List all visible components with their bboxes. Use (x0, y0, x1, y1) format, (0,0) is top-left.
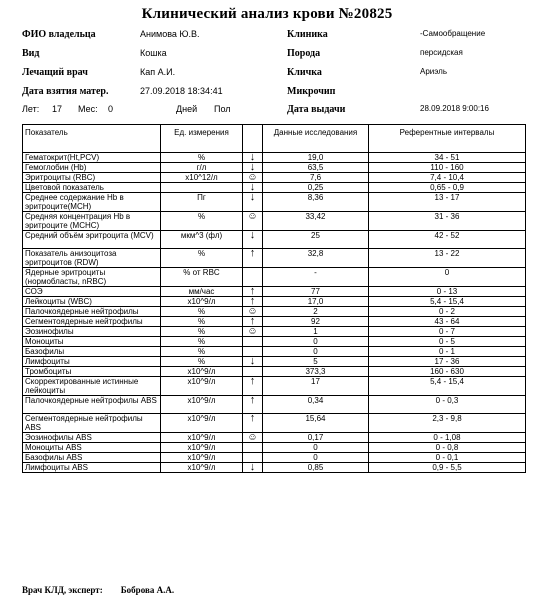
indicator-name: Лейкоциты (WBC) (23, 297, 161, 307)
unit-cell: % (161, 153, 243, 163)
table-row (23, 287, 526, 297)
indicator-name: Эозинофилы (23, 327, 161, 337)
table-row (23, 396, 526, 414)
table-row (23, 297, 526, 307)
flag-icon: ↑ (243, 249, 263, 268)
issue-date-value: 28.09.2018 9:00:16 (420, 104, 489, 113)
flag-icon: ↓ (243, 183, 263, 193)
breed-value: персидская (420, 48, 463, 57)
column-header-indicator: Показатель (23, 125, 161, 153)
table-row (23, 453, 526, 463)
result-value: 8,36 (263, 193, 369, 212)
result-value: 32,8 (263, 249, 369, 268)
reference-range: 0 - 1 (369, 347, 526, 357)
indicator-name: Моноциты (23, 337, 161, 347)
table-row (23, 347, 526, 357)
flag-icon: ↓ (243, 153, 263, 163)
result-value: 92 (263, 317, 369, 327)
owner-label: ФИО владельца (22, 29, 96, 40)
unit-cell: x10^9/л (161, 453, 243, 463)
flag-icon (243, 268, 263, 287)
flag-icon: ↓ (243, 357, 263, 367)
flag-icon: ↑ (243, 317, 263, 327)
reference-range: 0 - 13 (369, 287, 526, 297)
reference-range: 2,3 - 9,8 (369, 414, 526, 433)
reference-range: 0 - 0,1 (369, 453, 526, 463)
indicator-name: Скорректированные истинные лейкоциты (23, 377, 161, 396)
column-header-reference: Референтные интервалы (369, 125, 526, 153)
unit-cell: % от RBC (161, 268, 243, 287)
flag-icon: ↑ (243, 414, 263, 433)
table-row (23, 249, 526, 268)
unit-cell: x10^9/л (161, 396, 243, 414)
column-header-value: Данные исследования (263, 125, 369, 153)
age-months-label: Мес: (78, 104, 98, 114)
unit-cell: x10^9/л (161, 367, 243, 377)
result-value: 0 (263, 337, 369, 347)
signer-label: Врач КЛД, эксперт: (22, 585, 103, 595)
unit-cell: % (161, 327, 243, 337)
flag-icon: ☺ (243, 327, 263, 337)
table-row (23, 173, 526, 183)
result-value: 0,34 (263, 396, 369, 414)
indicator-name: Эозинофилы ABS (23, 433, 161, 443)
indicator-name: Лимфоциты ABS (23, 463, 161, 473)
flag-icon: ↑ (243, 297, 263, 307)
result-value: 0 (263, 347, 369, 357)
table-row (23, 183, 526, 193)
nickname-label: Кличка (287, 67, 322, 78)
species-value: Кошка (140, 48, 167, 58)
indicator-name: СОЭ (23, 287, 161, 297)
unit-cell: x10^9/л (161, 377, 243, 396)
reference-range: 0 - 5 (369, 337, 526, 347)
indicator-name: Средний объём эритроцита (MCV) (23, 231, 161, 249)
indicator-name: Средняя концентрация Hb в эритроците (MCHC) (23, 212, 161, 231)
flag-icon (243, 443, 263, 453)
column-header-flag (243, 125, 263, 153)
result-value: 1 (263, 327, 369, 337)
reference-range: 43 - 64 (369, 317, 526, 327)
table-row (23, 317, 526, 327)
table-row (23, 357, 526, 367)
unit-cell: x10^9/л (161, 433, 243, 443)
unit-cell: % (161, 337, 243, 347)
age-years-value: 17 (52, 104, 63, 114)
indicator-name: Гематокрит(Ht,PCV) (23, 153, 161, 163)
unit-cell: % (161, 249, 243, 268)
indicator-name: Цветовой показатель (23, 183, 161, 193)
table-row (23, 337, 526, 347)
result-value: 0,17 (263, 433, 369, 443)
indicator-name: Базофилы ABS (23, 453, 161, 463)
sample-date-label: Дата взятия матер. (22, 86, 109, 97)
indicator-name: Палочкоядерные нейтрофилы ABS (23, 396, 161, 414)
table-row (23, 443, 526, 453)
unit-cell: x10^9/л (161, 414, 243, 433)
result-value: 0 (263, 443, 369, 453)
indicator-name: Показатель анизоцитоза эритроцитов (RDW) (23, 249, 161, 268)
reference-range: 34 - 51 (369, 153, 526, 163)
result-value: 0,85 (263, 463, 369, 473)
reference-range: 7,4 - 10,4 (369, 173, 526, 183)
flag-icon: ☺ (243, 212, 263, 231)
doctor-label: Лечащий врач (22, 67, 88, 78)
result-value: 2 (263, 307, 369, 317)
flag-icon: ☺ (243, 173, 263, 183)
table-row (23, 327, 526, 337)
doctor-value: Кап А.И. (140, 67, 176, 77)
table-row (23, 193, 526, 212)
reference-range: 0 - 7 (369, 327, 526, 337)
unit-cell: x10^9/л (161, 297, 243, 307)
sample-date-value: 27.09.2018 18:34:41 (140, 86, 223, 96)
breed-label: Порода (287, 48, 321, 59)
result-value: 19,0 (263, 153, 369, 163)
reference-range: 13 - 22 (369, 249, 526, 268)
indicator-name: Ядерные эритроциты (нормобласты, nRBC) (23, 268, 161, 287)
table-row (23, 212, 526, 231)
reference-range: 160 - 630 (369, 367, 526, 377)
result-value: 0 (263, 453, 369, 463)
signature-block (22, 585, 192, 595)
days-label: Дней (176, 104, 198, 114)
indicator-name: Моноциты ABS (23, 443, 161, 453)
report-title: Клинический анализ крови №20825 (141, 6, 393, 22)
reference-range: 0 (369, 268, 526, 287)
unit-cell: % (161, 307, 243, 317)
result-value: 373,3 (263, 367, 369, 377)
unit-cell: x10^12/л (161, 173, 243, 183)
nickname-value: Ариэль (420, 67, 447, 76)
reference-range: 31 - 36 (369, 212, 526, 231)
flag-icon: ↑ (243, 377, 263, 396)
reference-range: 0 - 2 (369, 307, 526, 317)
table-row (23, 433, 526, 443)
result-value: 77 (263, 287, 369, 297)
table-row (23, 153, 526, 163)
indicator-name: Эритроциты (RBC) (23, 173, 161, 183)
reference-range: 5,4 - 15,4 (369, 377, 526, 396)
flag-icon: ☺ (243, 433, 263, 443)
flag-icon (243, 367, 263, 377)
result-value: 17,0 (263, 297, 369, 307)
age-months-value: 0 (108, 104, 114, 114)
flag-icon: ↓ (243, 193, 263, 212)
result-value: 25 (263, 231, 369, 249)
unit-cell: Пг (161, 193, 243, 212)
table-row (23, 414, 526, 433)
flag-icon: ↓ (243, 163, 263, 173)
results-table (22, 124, 526, 473)
table-row (23, 307, 526, 317)
table-row (23, 163, 526, 173)
microchip-label: Микрочип (287, 86, 336, 97)
result-value: 15,64 (263, 414, 369, 433)
reference-range: 5,4 - 15,4 (369, 297, 526, 307)
result-value: - (263, 268, 369, 287)
indicator-name: Среднее содержание Hb в эритроците(MCH) (23, 193, 161, 212)
indicator-name: Лимфоциты (23, 357, 161, 367)
reference-range: 0,9 - 5,5 (369, 463, 526, 473)
clinic-label: Клиника (287, 29, 328, 40)
unit-cell: x10^9/л (161, 443, 243, 453)
reference-range: 17 - 36 (369, 357, 526, 367)
signer-value: Боброва А.А. (120, 585, 175, 595)
unit-cell: x10^9/л (161, 463, 243, 473)
table-row (23, 231, 526, 249)
result-value: 7,6 (263, 173, 369, 183)
table-row (23, 268, 526, 287)
reference-range: 0 - 1,08 (369, 433, 526, 443)
unit-cell: мкм^3 (фл) (161, 231, 243, 249)
indicator-name: Базофилы (23, 347, 161, 357)
unit-cell: % (161, 357, 243, 367)
flag-icon (243, 337, 263, 347)
indicator-name: Палочкоядерные нейтрофилы (23, 307, 161, 317)
reference-range: 0 - 0,3 (369, 396, 526, 414)
flag-icon (243, 347, 263, 357)
unit-cell: мм/час (161, 287, 243, 297)
table-header-row (23, 125, 526, 153)
age-years-label: Лет: (22, 104, 40, 114)
indicator-name: Гемоглобин (Hb) (23, 163, 161, 173)
flag-icon (243, 453, 263, 463)
issue-date-label: Дата выдачи (287, 104, 346, 115)
table-row (23, 463, 526, 473)
indicator-name: Тромбоциты (23, 367, 161, 377)
reference-range: 110 - 160 (369, 163, 526, 173)
unit-cell: % (161, 347, 243, 357)
unit-cell: г/л (161, 163, 243, 173)
sex-label: Пол (214, 104, 231, 114)
table-row (23, 377, 526, 396)
indicator-name: Сегментоядерные нейтрофилы (23, 317, 161, 327)
column-header-unit: Ед. измерения (161, 125, 243, 153)
reference-range: 0,65 - 0,9 (369, 183, 526, 193)
species-label: Вид (22, 48, 40, 59)
indicator-name: Сегментоядерные нейтрофилы ABS (23, 414, 161, 433)
flag-icon: ↓ (243, 463, 263, 473)
reference-range: 42 - 52 (369, 231, 526, 249)
reference-range: 13 - 17 (369, 193, 526, 212)
clinic-value: -Самообращение (420, 29, 486, 38)
result-value: 0,25 (263, 183, 369, 193)
flag-icon: ☺ (243, 307, 263, 317)
flag-icon: ↑ (243, 287, 263, 297)
result-value: 33,42 (263, 212, 369, 231)
unit-cell: % (161, 317, 243, 327)
result-value: 17 (263, 377, 369, 396)
table-row (23, 367, 526, 377)
owner-value: Анимова Ю.В. (140, 29, 200, 39)
result-value: 63,5 (263, 163, 369, 173)
reference-range: 0 - 0,8 (369, 443, 526, 453)
flag-icon: ↑ (243, 396, 263, 414)
unit-cell: % (161, 212, 243, 231)
unit-cell (161, 183, 243, 193)
result-value: 5 (263, 357, 369, 367)
flag-icon: ↓ (243, 231, 263, 249)
